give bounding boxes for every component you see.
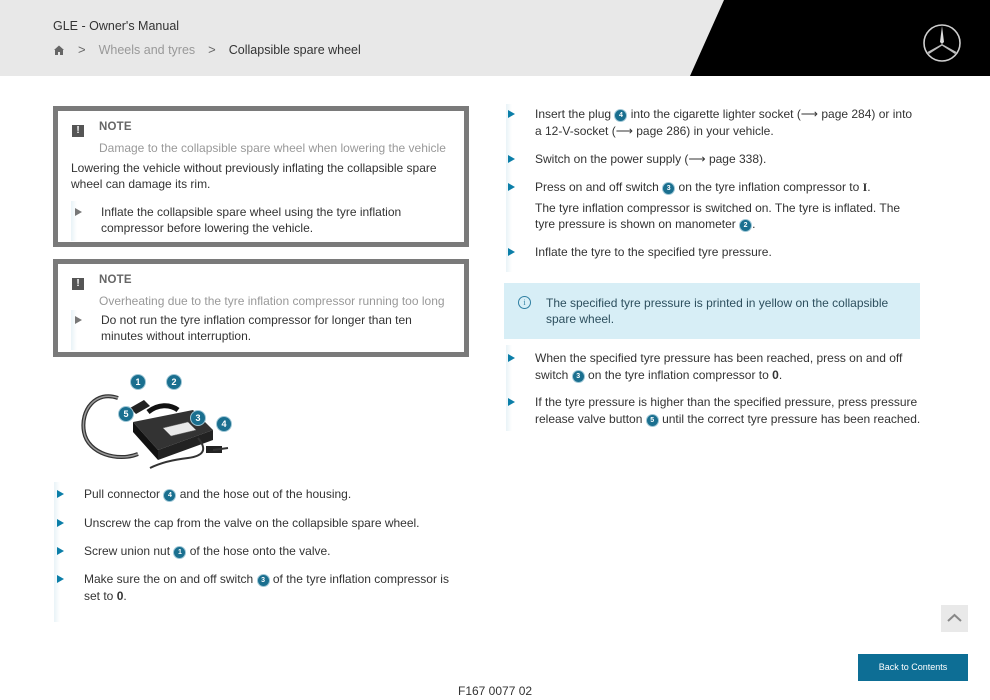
breadcrumb-item-current: Collapsible spare wheel	[228, 42, 361, 57]
callout-5: 5	[118, 406, 134, 422]
info-box	[504, 283, 920, 339]
step-inflate: Inflate the tyre to the specified tyre pressure.	[535, 245, 772, 259]
compressor-illustration	[78, 370, 238, 475]
note-heading: NOTE	[99, 121, 132, 133]
callout-ref: 3	[662, 182, 675, 195]
header-bar	[0, 0, 990, 76]
warning-icon: !	[72, 125, 84, 137]
note-box-damage	[53, 106, 469, 247]
breadcrumb-item-wheels[interactable]: Wheels and tyres	[98, 42, 196, 57]
bullet-arrow-icon	[75, 316, 82, 324]
step-unscrew-cap: Unscrew the cap from the valve on the collapsible spare wheel.	[84, 516, 420, 530]
step-insert-plug: Insert the plug 4 into the cigarette lighter socket (⟶ page 284) or into a 12-V-socket (⟶ page 286) in your vehicle.	[535, 107, 913, 138]
step-arrow-icon	[508, 155, 515, 163]
callout-ref: 4	[163, 489, 176, 502]
callout-ref: 5	[646, 414, 659, 427]
step-screw-union-nut: Screw union nut 1 of the hose onto the valve.	[84, 544, 331, 558]
breadcrumb	[53, 42, 361, 57]
callout-ref: 2	[739, 219, 752, 232]
callout-ref: 4	[614, 109, 627, 122]
back-to-contents-button[interactable]: Back to Contents	[858, 654, 968, 681]
step-arrow-icon	[57, 519, 64, 527]
step-release-valve: If the tyre pressure is higher than the specified pressure, press pressure release valve button 5 until the correct tyre pressure has been reached.	[535, 395, 921, 426]
step-press-switch: Press on and off switch 3 on the tyre inflation compressor to I. The tyre inflation compressor is switched on. The tyre is inflated. The tyre pressure is shown on manometer 2 .	[535, 180, 901, 231]
bullet-arrow-icon	[75, 208, 82, 216]
callout-1: 1	[130, 374, 146, 390]
app-title: GLE - Owner's Manual	[53, 19, 180, 33]
note-box-overheating	[53, 259, 469, 357]
figure-code: F167 0077 02	[458, 684, 533, 698]
note-heading: NOTE	[99, 274, 132, 286]
brand-star-logo	[922, 23, 962, 68]
chevron-right-icon: >	[208, 42, 216, 57]
chevron-up-icon	[941, 605, 968, 632]
chevron-right-icon: >	[78, 42, 86, 57]
callout-ref: 3	[572, 370, 585, 383]
step-pull-connector: Pull connector 4 and the hose out of the housing.	[84, 487, 352, 501]
callout-3: 3	[190, 410, 206, 426]
info-icon: i	[518, 296, 531, 309]
step-arrow-icon	[57, 547, 64, 555]
step-arrow-icon	[508, 398, 515, 406]
step-pressure-reached: When the specified tyre pressure has been reached, press on and off switch 3 on the tyre inflation compressor to 0.	[535, 351, 903, 382]
scroll-to-top-button[interactable]	[941, 605, 968, 632]
note-subtitle: Overheating due to the tyre inflation compressor running too long	[99, 294, 445, 308]
step-power-supply: Switch on the power supply (⟶ page 338).	[535, 152, 767, 166]
step-arrow-icon	[57, 575, 64, 583]
step-arrow-icon	[57, 490, 64, 498]
info-text: The specified tyre pressure is printed in yellow on the collapsible spare wheel.	[546, 296, 889, 326]
callout-ref: 3	[257, 574, 270, 587]
callout-2: 2	[166, 374, 182, 390]
note-bullet: Inflate the collapsible spare wheel using the tyre inflation compressor before lowering the vehicle.	[101, 205, 402, 235]
step-arrow-icon	[508, 354, 515, 362]
callout-4: 4	[216, 416, 232, 432]
step-arrow-icon	[508, 183, 515, 191]
step-arrow-icon	[508, 110, 515, 118]
callout-ref: 1	[173, 546, 186, 559]
bullet-bar	[71, 201, 77, 241]
note-text: Lowering the vehicle without previously inflating the collapsible spare wheel can damage its rim.	[71, 161, 437, 191]
warning-icon: !	[72, 278, 84, 290]
note-bullet: Do not run the tyre inflation compressor for longer than ten minutes without interruption.	[101, 313, 412, 343]
step-arrow-icon	[508, 248, 515, 256]
step-check-switch: Make sure the on and off switch 3 of the tyre inflation compressor is set to 0.	[84, 572, 449, 603]
note-subtitle: Damage to the collapsible spare wheel when lowering the vehicle	[99, 141, 446, 155]
home-icon[interactable]	[53, 44, 65, 56]
